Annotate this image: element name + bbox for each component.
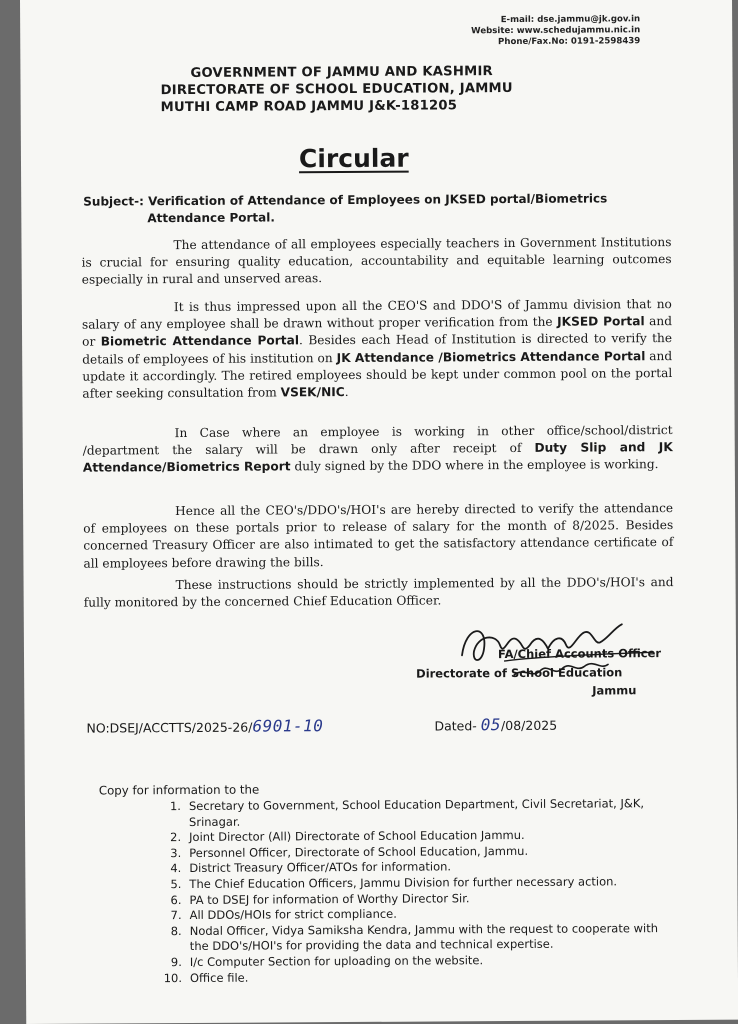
copy-item-number: 4. xyxy=(170,861,182,876)
jksed-portal-emphasis: JKSED Portal xyxy=(557,314,645,329)
copy-item-text: District Treasury Officer/ATOs for information. xyxy=(189,859,452,876)
copy-item-text: The Chief Education Officers, Jammu Division for further necessary action. xyxy=(189,874,618,891)
paragraph-5 xyxy=(84,574,674,612)
contact-block xyxy=(471,14,640,48)
copy-item-text: PA to DSEJ for information of Worthy Director Sir. xyxy=(189,890,470,907)
subject-label: Subject-: xyxy=(83,194,144,209)
copy-item-number: 8. xyxy=(170,923,182,938)
copy-list-item xyxy=(151,796,671,830)
paragraph-2-text-c: and or xyxy=(82,314,673,350)
page-title: Circular xyxy=(298,143,409,174)
date-line xyxy=(434,715,557,735)
copy-item-text: Nodal Officer, Vidya Samiksha Kendra, Jammu with the request to cooperate with the DDO's/HOI's for providing the data and technical expertise. xyxy=(189,920,659,954)
signatory-post: FA/Chief Accounts Officer xyxy=(497,646,662,662)
copy-item-number: 5. xyxy=(170,876,182,892)
duty-slip-emphasis: Duty Slip and JK Attendance/Biometrics Report xyxy=(82,440,673,476)
copy-list xyxy=(151,796,672,986)
copy-item-number: 7. xyxy=(170,908,182,923)
paragraph-3 xyxy=(83,422,673,477)
copy-list-item xyxy=(152,921,672,955)
paragraph-1-text: The attendance of all employees especially teachers in Government Institutions is crucial for ensuring quality education, accountability and equitable learning outcomes especially in rural and unserved areas. xyxy=(81,235,672,288)
jk-attendance-portal-emphasis: JK Attendance /Biometrics Attendance Portal xyxy=(336,348,646,365)
paragraph-2 xyxy=(82,296,673,403)
copy-item-number: 1. xyxy=(169,799,181,814)
paragraph-2-text-e: and update it accordingly. The retired employees should be kept under common pool on the portal after seeking consultation from xyxy=(82,348,673,401)
vsek-nic-emphasis: VSEK/NIC xyxy=(280,385,345,400)
circular-page xyxy=(20,0,738,1024)
paragraph-4 xyxy=(83,500,673,572)
letterhead xyxy=(160,63,540,116)
copy-item-number: 3. xyxy=(170,845,182,860)
contact-email: E-mail: dse.jammu@jk.gov.in xyxy=(500,14,641,26)
paragraph-2-text-d: . Besides each Head of Institution is directed to verify the details of employees of his institution on xyxy=(82,331,673,367)
reference-handwritten: 6901-10 xyxy=(252,716,324,736)
date-handwritten: 05 xyxy=(480,715,502,735)
header-directorate: DIRECTORATE OF SCHOOL EDUCATION, JAMMU xyxy=(160,80,513,99)
copy-item-text: Office file. xyxy=(189,970,249,985)
contact-phone: Phone/Fax.No: 0191-2598439 xyxy=(497,36,641,48)
subject-text-1: Verification of Attendance of Employees on JKSED portal/Biometrics xyxy=(148,191,608,209)
date-suffix: /08/2025 xyxy=(500,717,558,734)
copy-item-number: 9. xyxy=(170,954,182,970)
reference-prefix: NO:DSEJ/ACCTTS/2025-26/ xyxy=(86,719,253,736)
copy-item-text: All DDOs/HOIs for strict compliance. xyxy=(189,906,397,923)
date-prefix: Dated- xyxy=(434,718,477,734)
reference-number xyxy=(86,716,323,736)
paragraph-3-text-c: duly signed by the DDO where in the employee is working. xyxy=(294,457,659,474)
biometric-portal-emphasis: Biometric Attendance Portal xyxy=(100,333,300,349)
header-address: MUTHI CAMP ROAD JAMMU J&K-181205 xyxy=(160,98,458,116)
subject-text-2: Attendance Portal. xyxy=(147,210,275,226)
contact-website: Website: www.schedujammu.nic.in xyxy=(471,25,641,37)
paragraph-3-text-a: In Case where an employee is working in other office/school/district /department the salary will be drawn only after receipt of xyxy=(82,423,673,458)
signatory-city: Jammu xyxy=(592,683,637,698)
copy-item-number: 10. xyxy=(163,970,183,985)
copy-item-text: Secretary to Government, School Education Department, Civil Secretariat, J&K, Srinagar. xyxy=(188,796,645,829)
paragraph-4-text: Hence all the CEO's/DDO's/HOI's are hereby directed to verify the attendance of employees on these portals prior to release of salary for the month of 8/2025. Besides concerned Treasury Officer are also intimated to get the satisfactory attendance certificate of all employees before drawing the bills. xyxy=(83,501,674,571)
paragraph-2-text-f: . xyxy=(344,385,349,400)
signatory-office: Directorate of School Education xyxy=(416,665,623,681)
copy-item-text: Joint Director (All) Directorate of School Education Jammu. xyxy=(189,828,525,845)
copy-item-number: 2. xyxy=(170,830,182,845)
copy-list-item xyxy=(152,968,672,987)
paragraph-2-text-a: It is thus impressed upon all the CEO'S and DDO'S of Jammu division that no salary of any employee shall be drawn without proper verification from the xyxy=(81,297,672,332)
subject-line xyxy=(83,190,683,228)
header-government: GOVERNMENT OF JAMMU AND KASHMIR xyxy=(190,64,493,81)
copy-item-number: 6. xyxy=(170,892,182,907)
paragraph-1 xyxy=(81,234,671,289)
paragraph-5-text: These instructions should be strictly implemented by all the DDO's/HOI's and fully monitored by the concerned Chief Education Officer. xyxy=(83,575,674,610)
copy-item-text: I/c Computer Section for uploading on the website. xyxy=(189,953,484,969)
copy-item-text: Personnel Officer, Directorate of School Education, Jammu. xyxy=(189,843,529,860)
copy-heading: Copy for information to the xyxy=(98,782,260,798)
